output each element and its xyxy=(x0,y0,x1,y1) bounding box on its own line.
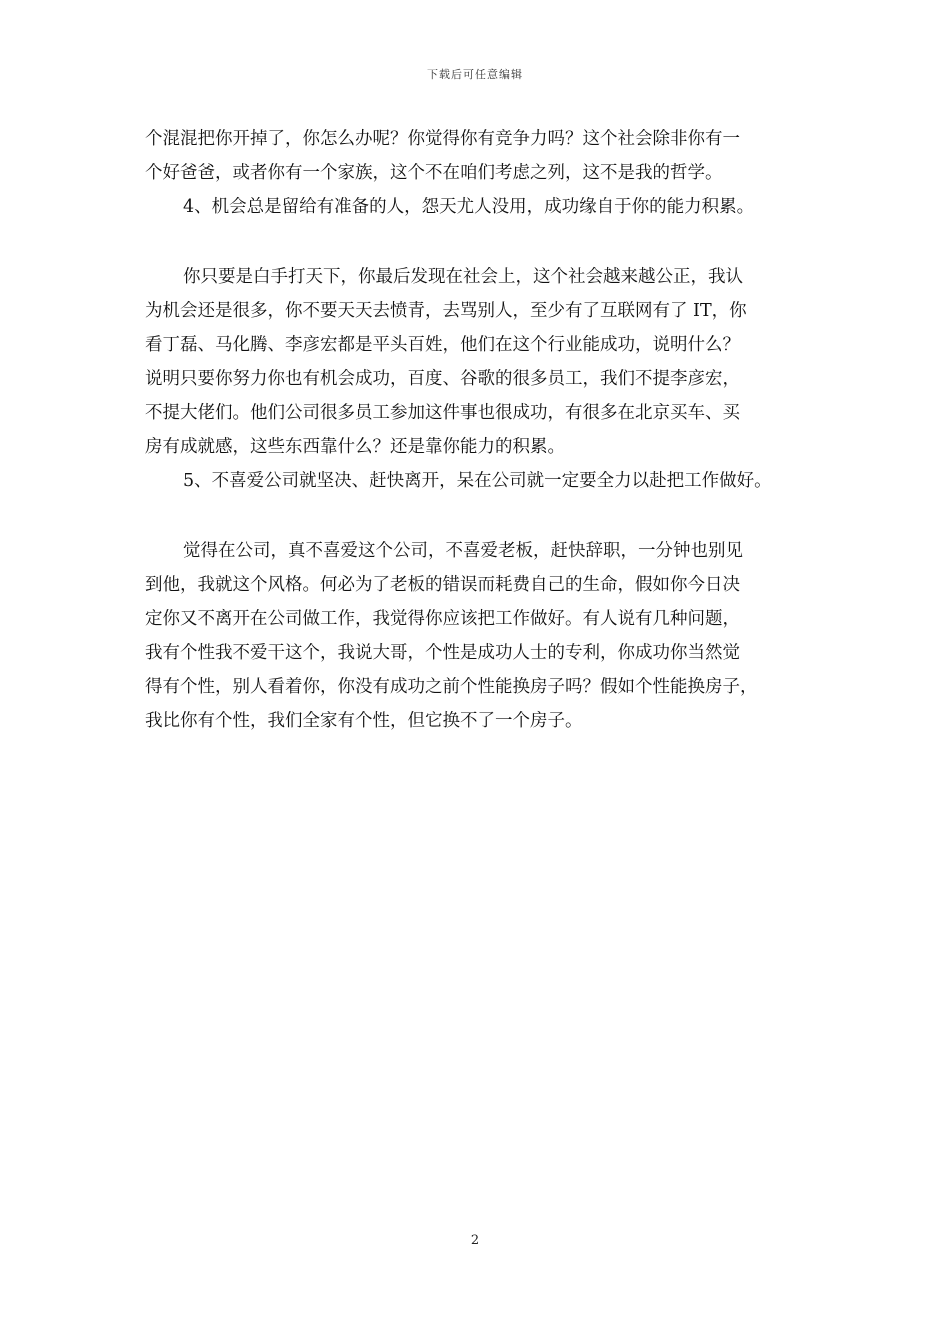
section-heading-5: 5、不喜爱公司就坚决、赶快离开，呆在公司就一定要全力以赴把工作做好。 xyxy=(183,471,772,491)
text-line: 觉得在公司，真不喜爱这个公司，不喜爱老板，赶快辞职，一分钟也别见 xyxy=(183,541,743,561)
paragraph-gap xyxy=(145,498,825,534)
page-header: 下载后可任意编辑 xyxy=(427,68,523,81)
document-body xyxy=(145,122,825,738)
text-line: 定你又不离开在公司做工作，我觉得你应该把工作做好。有人说有几种问题， xyxy=(145,609,740,629)
text-line: 不提大佬们。他们公司很多员工参加这件事也很成功，有很多在北京买车、买 xyxy=(145,403,740,423)
section-heading-4: 4、机会总是留给有准备的人，怨天尤人没用，成功缘自于你的能力积累。 xyxy=(183,197,755,217)
text-line: 个好爸爸，或者你有一个家族，这个不在咱们考虑之列，这不是我的哲学。 xyxy=(145,163,723,183)
text-line: 我有个性我不爱干这个，我说大哥，个性是成功人士的专利，你成功你当然觉 xyxy=(145,643,740,663)
text-line: 我比你有个性，我们全家有个性，但它换不了一个房子。 xyxy=(145,711,583,731)
text-line: 为机会还是很多，你不要天天去愤青，去骂别人，至少有了互联网有了 IT，你 xyxy=(145,301,747,321)
text-line: 你只要是白手打天下，你最后发现在社会上，这个社会越来越公正，我认 xyxy=(183,267,743,287)
page-number: 2 xyxy=(470,1233,480,1248)
paragraph-gap xyxy=(145,224,825,260)
text-line: 看丁磊、马化腾、李彦宏都是平头百姓，他们在这个行业能成功，说明什么？ xyxy=(145,335,740,355)
text-line: 房有成就感，这些东西靠什么？还是靠你能力的积累。 xyxy=(145,437,565,457)
text-line: 说明只要你努力你也有机会成功，百度、谷歌的很多员工，我们不提李彦宏， xyxy=(145,369,740,389)
text-line: 到他，我就这个风格。何必为了老板的错误而耗费自己的生命，假如你今日决 xyxy=(145,575,740,595)
text-line: 得有个性，别人看着你，你没有成功之前个性能换房子吗？假如个性能换房子， xyxy=(145,677,758,697)
text-line: 个混混把你开掉了，你怎么办呢？你觉得你有竞争力吗？这个社会除非你有一 xyxy=(145,129,740,149)
